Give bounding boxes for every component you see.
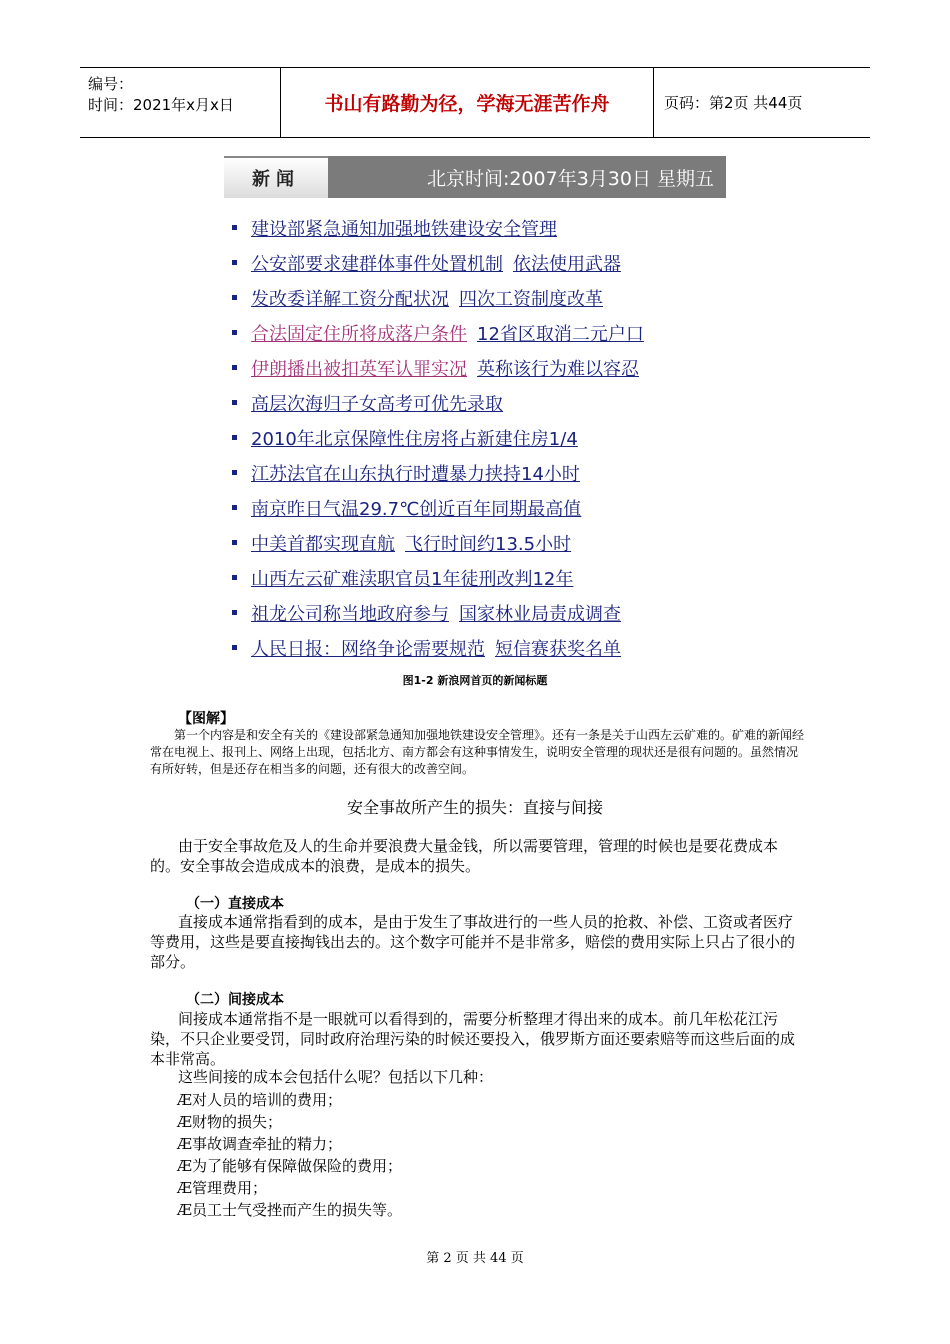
indirect-cost-title: （二）间接成本: [186, 992, 284, 1008]
serial-label: 编号：: [88, 75, 134, 93]
news-link[interactable]: 短信赛获奖名单: [495, 638, 621, 660]
header-motto: 书山有路勤为径，学海无涯苦作舟: [280, 68, 654, 137]
news-header-bar: [224, 156, 726, 198]
bullet-icon: [232, 330, 237, 335]
bullet-icon: [232, 505, 237, 510]
indirect-cost-body: 间接成本通常指不是一眼就可以看得到的，需要分析整理才得出来的成本。前几年松花江污染，不只企业要受罚，同时政府治理污染的时候还要投入，俄罗斯方面还要索赔等而这些后面的成本非常高。: [150, 1010, 796, 1068]
list-item: Æ管理费用；: [177, 1179, 268, 1197]
page-footer: 第 2 页 共 44 页: [426, 1251, 524, 1266]
news-item: [232, 385, 726, 420]
news-tab[interactable]: 新闻: [224, 156, 328, 198]
news-item: [232, 210, 726, 245]
news-item: [232, 525, 726, 560]
list-item: Æ事故调查牵扯的精力；: [177, 1135, 343, 1153]
time-label: 时间：2021年x月x日: [88, 96, 234, 114]
section-title: 安全事故所产生的损失：直接与间接: [346, 798, 603, 817]
news-link[interactable]: 公安部要求建群体事件处置机制: [251, 253, 503, 275]
list-item: Æ对人员的培训的费用；: [177, 1091, 343, 1109]
news-list: [224, 198, 726, 665]
bullet-icon: [232, 610, 237, 615]
bullet-icon: [232, 435, 237, 440]
news-item: [232, 280, 726, 315]
header-meta: [80, 68, 280, 137]
news-item: [232, 455, 726, 490]
news-screenshot: [224, 156, 726, 670]
news-link[interactable]: 依法使用武器: [513, 253, 621, 275]
news-link[interactable]: 发改委详解工资分配状况: [251, 288, 449, 310]
news-item: [232, 350, 726, 385]
news-link[interactable]: 2010年北京保障性住房将占新建住房1/4: [251, 428, 578, 450]
list-item: Æ员工士气受挫而产生的损失等。: [177, 1201, 403, 1219]
bullet-icon: [232, 645, 237, 650]
news-link[interactable]: 南京昨日气温29.7℃创近百年同期最高值: [251, 498, 582, 520]
news-link[interactable]: 飞行时间约13.5小时: [405, 533, 572, 555]
news-link[interactable]: 四次工资制度改革: [459, 288, 603, 310]
news-item: [232, 315, 726, 350]
news-link[interactable]: 12省区取消二元户口: [477, 323, 644, 345]
news-link[interactable]: 江苏法官在山东执行时遭暴力挟持14小时: [251, 463, 580, 485]
intro-paragraph: 由于安全事故危及人的生命并要浪费大量金钱，所以需要管理，管理的时候也是要花费成本的。安全事故会造成成本的浪费，是成本的损失。: [150, 837, 779, 875]
list-item: Æ为了能够有保障做保险的费用；: [177, 1157, 403, 1175]
news-link[interactable]: 中美首都实现直航: [251, 533, 395, 555]
direct-cost-body: 直接成本通常指看到的成本，是由于发生了事故进行的一些人员的抢救、补偿、工资或者医疗等费用，这些是要直接掏钱出去的。这个数字可能并不是非常多，赔偿的费用实际上只占了很小的部分。: [150, 913, 796, 971]
bullet-icon: [232, 365, 237, 370]
news-link[interactable]: 山西左云矿难渎职官员1年徒刑改判12年: [251, 568, 574, 590]
news-item: [232, 560, 726, 595]
tujie-title: 【图解】: [178, 711, 234, 727]
indirect-cost-question: 这些间接的成本会包括什么呢？包括以下几种：: [178, 1068, 494, 1086]
tujie-body: 第一个内容是和安全有关的《建设部紧急通知加强地铁建设安全管理》。还有一条是关于山西左云矿难的。矿难的新闻经常在电视上、报刊上、网络上出现，包括北方、南方都会有这种事情发生，说明安全管理的现状还是很有问题的。虽然情况有所好转，但是还存在相当多的问题，还有很大的改善空间。: [150, 728, 805, 776]
news-link[interactable]: 人民日报：网络争论需要规范: [251, 638, 485, 660]
news-item: [232, 420, 726, 455]
bullet-icon: [232, 295, 237, 300]
indirect-cost-list: [177, 1089, 402, 1221]
list-item: Æ财物的损失；: [177, 1113, 283, 1131]
bullet-icon: [232, 400, 237, 405]
news-item: [232, 630, 726, 665]
news-link[interactable]: 国家林业局责成调查: [459, 603, 621, 625]
bullet-icon: [232, 575, 237, 580]
bullet-icon: [232, 260, 237, 265]
news-link[interactable]: 高层次海归子女高考可优先录取: [251, 393, 503, 415]
news-item: [232, 595, 726, 630]
news-link[interactable]: 建设部紧急通知加强地铁建设安全管理: [251, 218, 557, 240]
news-link[interactable]: 英称该行为难以容忍: [477, 358, 639, 380]
direct-cost-title: （一）直接成本: [186, 896, 284, 912]
news-item: [232, 490, 726, 525]
figure-caption: 图1-2 新浪网首页的新闻标题: [402, 674, 548, 687]
news-link[interactable]: 祖龙公司称当地政府参与: [251, 603, 449, 625]
header-page-number: 页码：第2页 共44页: [664, 94, 803, 112]
news-date: 北京时间:2007年3月30日 星期五: [426, 167, 714, 190]
news-link[interactable]: 伊朗播出被扣英军认罪实况: [251, 358, 467, 380]
news-link[interactable]: 合法固定住所将成落户条件: [251, 323, 467, 345]
bullet-icon: [232, 540, 237, 545]
bullet-icon: [232, 225, 237, 230]
page-header: [80, 67, 870, 138]
bullet-icon: [232, 470, 237, 475]
news-item: [232, 245, 726, 280]
